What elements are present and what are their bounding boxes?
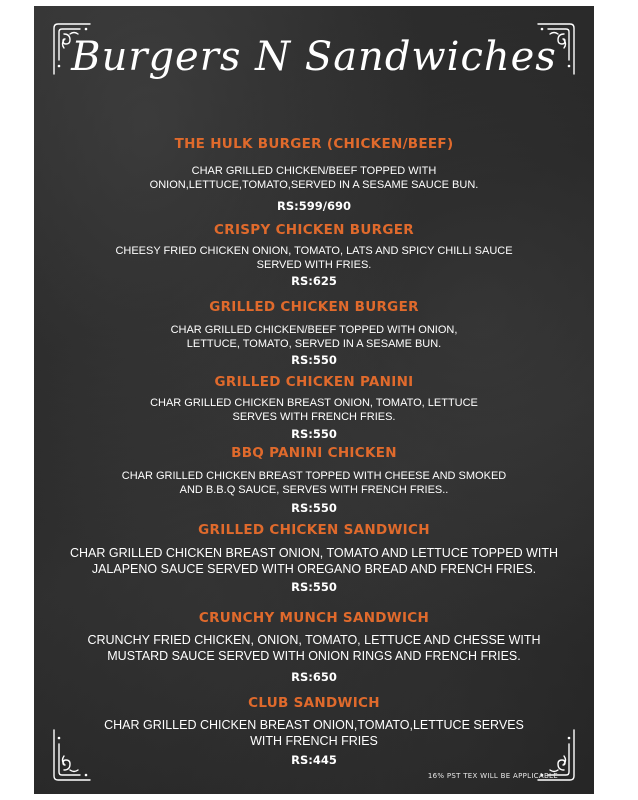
- item-description: CHEESY FRIED CHICKEN ONION, TOMATO, LATS AND SPICY CHILLI SAUCE SERVED WITH FRIES.: [115, 245, 513, 271]
- item-name: CLUB SANDWICH: [248, 695, 380, 711]
- item-price: RS:550: [291, 501, 337, 515]
- menu-title: Burgers N Sandwiches: [71, 34, 557, 80]
- item-name: GRILLED CHICKEN BURGER: [209, 299, 419, 315]
- item-description: CHAR GRILLED CHICKEN BREAST ONION, TOMATO AND LETTUCE TOPPED WITH JALAPENO SAUCE SERVED WITH OREGANO BREAD AND FRENCH FRIES.: [69, 546, 559, 576]
- item-name: BBQ PANINI CHICKEN: [231, 445, 397, 461]
- item-name: GRILLED CHICKEN SANDWICH: [198, 522, 430, 538]
- item-description: CHAR GRILLED CHICKEN/BEEF TOPPED WITH ONION,LETTUCE,TOMATO,SERVED IN A SESAME SAUCE BUN.: [149, 165, 479, 191]
- item-description: CHAR GRILLED CHICKEN BREAST ONION,TOMATO,LETTUCE SERVES WITH FRENCH FRIES: [104, 718, 524, 748]
- item-name: GRILLED CHICKEN PANINI: [214, 374, 414, 390]
- menu-board: [34, 6, 594, 794]
- item-price: RS:650: [291, 670, 337, 684]
- tax-footnote: 16% PST TEX WILL BE APPLICABLE: [427, 772, 558, 780]
- item-description: CHAR GRILLED CHICKEN BREAST TOPPED WITH CHEESE AND SMOKED AND B.B.Q SAUCE, SERVES WITH FRENCH FRIES..: [121, 470, 507, 496]
- item-price: RS:445: [291, 753, 337, 767]
- item-description: CRUNCHY FRIED CHICKEN, ONION, TOMATO, LETTUCE AND CHESSE WITH MUSTARD SAUCE SERVED WITH ONION RINGS AND FRENCH FRIES.: [87, 633, 541, 663]
- item-price: RS:550: [291, 580, 337, 594]
- item-price: RS:599/690: [277, 199, 351, 213]
- item-description: CHAR GRILLED CHICKEN BREAST ONION, TOMATO, LETTUCE SERVES WITH FRENCH FRIES.: [150, 397, 478, 423]
- item-description: CHAR GRILLED CHICKEN/BEEF TOPPED WITH ONION, LETTUCE, TOMATO, SERVED IN A SESAME BUN.: [170, 324, 458, 350]
- item-name: THE HULK BURGER (CHICKEN/BEEF): [174, 136, 454, 152]
- item-price: RS:550: [291, 353, 337, 367]
- item-price: RS:550: [291, 427, 337, 441]
- item-name: CRISPY CHICKEN BURGER: [214, 222, 414, 238]
- item-price: RS:625: [291, 274, 337, 288]
- item-name: CRUNCHY MUNCH SANDWICH: [198, 610, 430, 626]
